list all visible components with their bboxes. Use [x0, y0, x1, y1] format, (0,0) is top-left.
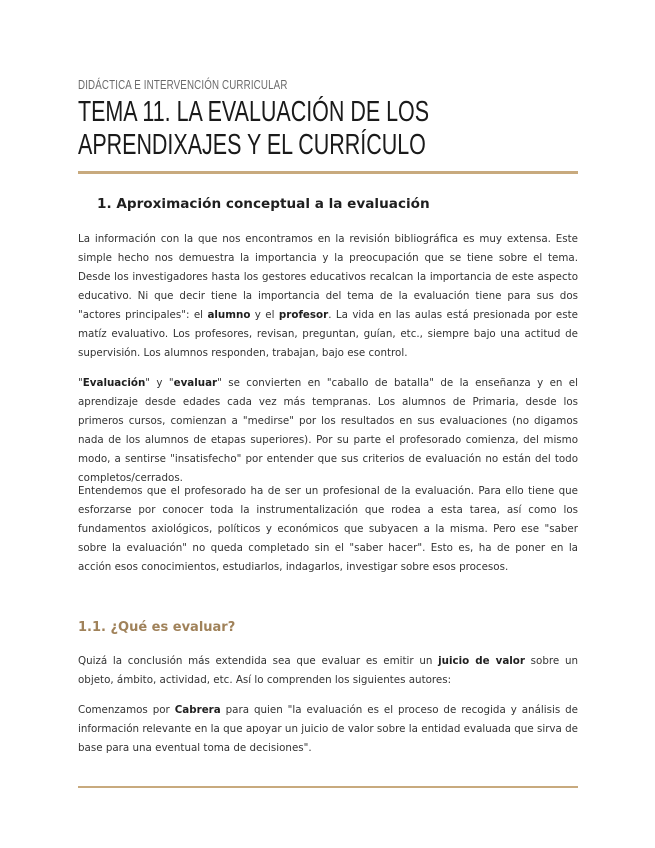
bold-alumno: alumno: [207, 309, 251, 321]
bold-cabrera: Cabrera: [174, 704, 221, 716]
bold-evaluar: evaluar: [173, 377, 218, 389]
bold-profesor: profesor: [278, 309, 329, 321]
paragraph-1: La información con la que nos encontramos en la revisión bibliográfica es muy extensa. Este simple hecho nos demuestra la importancia y la preocupación que se tiene sobre el tema. Desde los investigadores hasta los gestores educativos recalcan la importancia de este aspecto educativo. Ni que decir tiene la importancia del tema de la evaluación tiene para sus dos "actores principales": el alumno y el profesor. La vida en las aulas está presionada por este matíz evaluativo. Los profesores, revisan, preguntan, guían, etc., siempre bajo una actitud de supervisión. Los alumnos responden, trabajan, bajo ese control.: [78, 233, 579, 359]
footer-divider: [78, 786, 578, 788]
paragraph-5: Comenzamos por Cabrera para quien "la evaluación es el proceso de recogida y análisis de información relevante en la que apoyar un juicio de valor sobre la entidad evaluada que sirva de base para una eventual toma de decisiones".: [78, 704, 578, 754]
course-kicker: DIDÁCTICA E INTERVENCIÓN CURRICULAR: [78, 78, 288, 92]
title-divider: [78, 171, 578, 174]
section-heading-1: 1. Aproximación conceptual a la evaluación: [97, 196, 430, 212]
paragraph-4: Quizá la conclusión más extendida sea que evaluar es emitir un juicio de valor sobre un objeto, ámbito, actividad, etc. Así lo comprenden los siguientes autores:: [78, 655, 578, 686]
page-title: TEMA 11. LA EVALUACIÓN DE LOS APRENDIXAJES Y EL CURRÍCULO: [78, 96, 430, 161]
bold-juicio-de-valor: juicio de valor: [438, 655, 525, 667]
bold-evaluacion: Evaluación: [82, 377, 146, 389]
paragraph-2: "Evaluación" y "evaluar" se convierten en "caballo de batalla" de la enseñanza y en el aprendizaje desde edades cada vez más tempranas. Los alumnos de Primaria, desde los primeros cursos, comienzan a "medirse" por los resultados en sus evaluaciones (no digamos nada de los alumnos de etapas superiores). Por su parte el profesorado comienza, del mismo modo, a sentirse "insatisfecho" por entender que sus criterios de evaluación no están del todo completos/cerrados.: [78, 377, 578, 484]
paragraph-3: Entendemos que el profesorado ha de ser un profesional de la evaluación. Para ello tiene que esforzarse por conocer toda la instrumentalización que rodea a esta tarea, así como los fundamentos axiológicos, políticos y económicos que subyacen a la misma. Pero ese "saber sobre la evaluación" no queda completado sin el "saber hacer". Esto es, ha de poner en la acción esos conocimientos, estudiarlos, indagarlos, investigar sobre esos procesos.: [78, 485, 578, 573]
subsection-heading-1-1: 1.1. ¿Qué es evaluar?: [78, 620, 236, 635]
